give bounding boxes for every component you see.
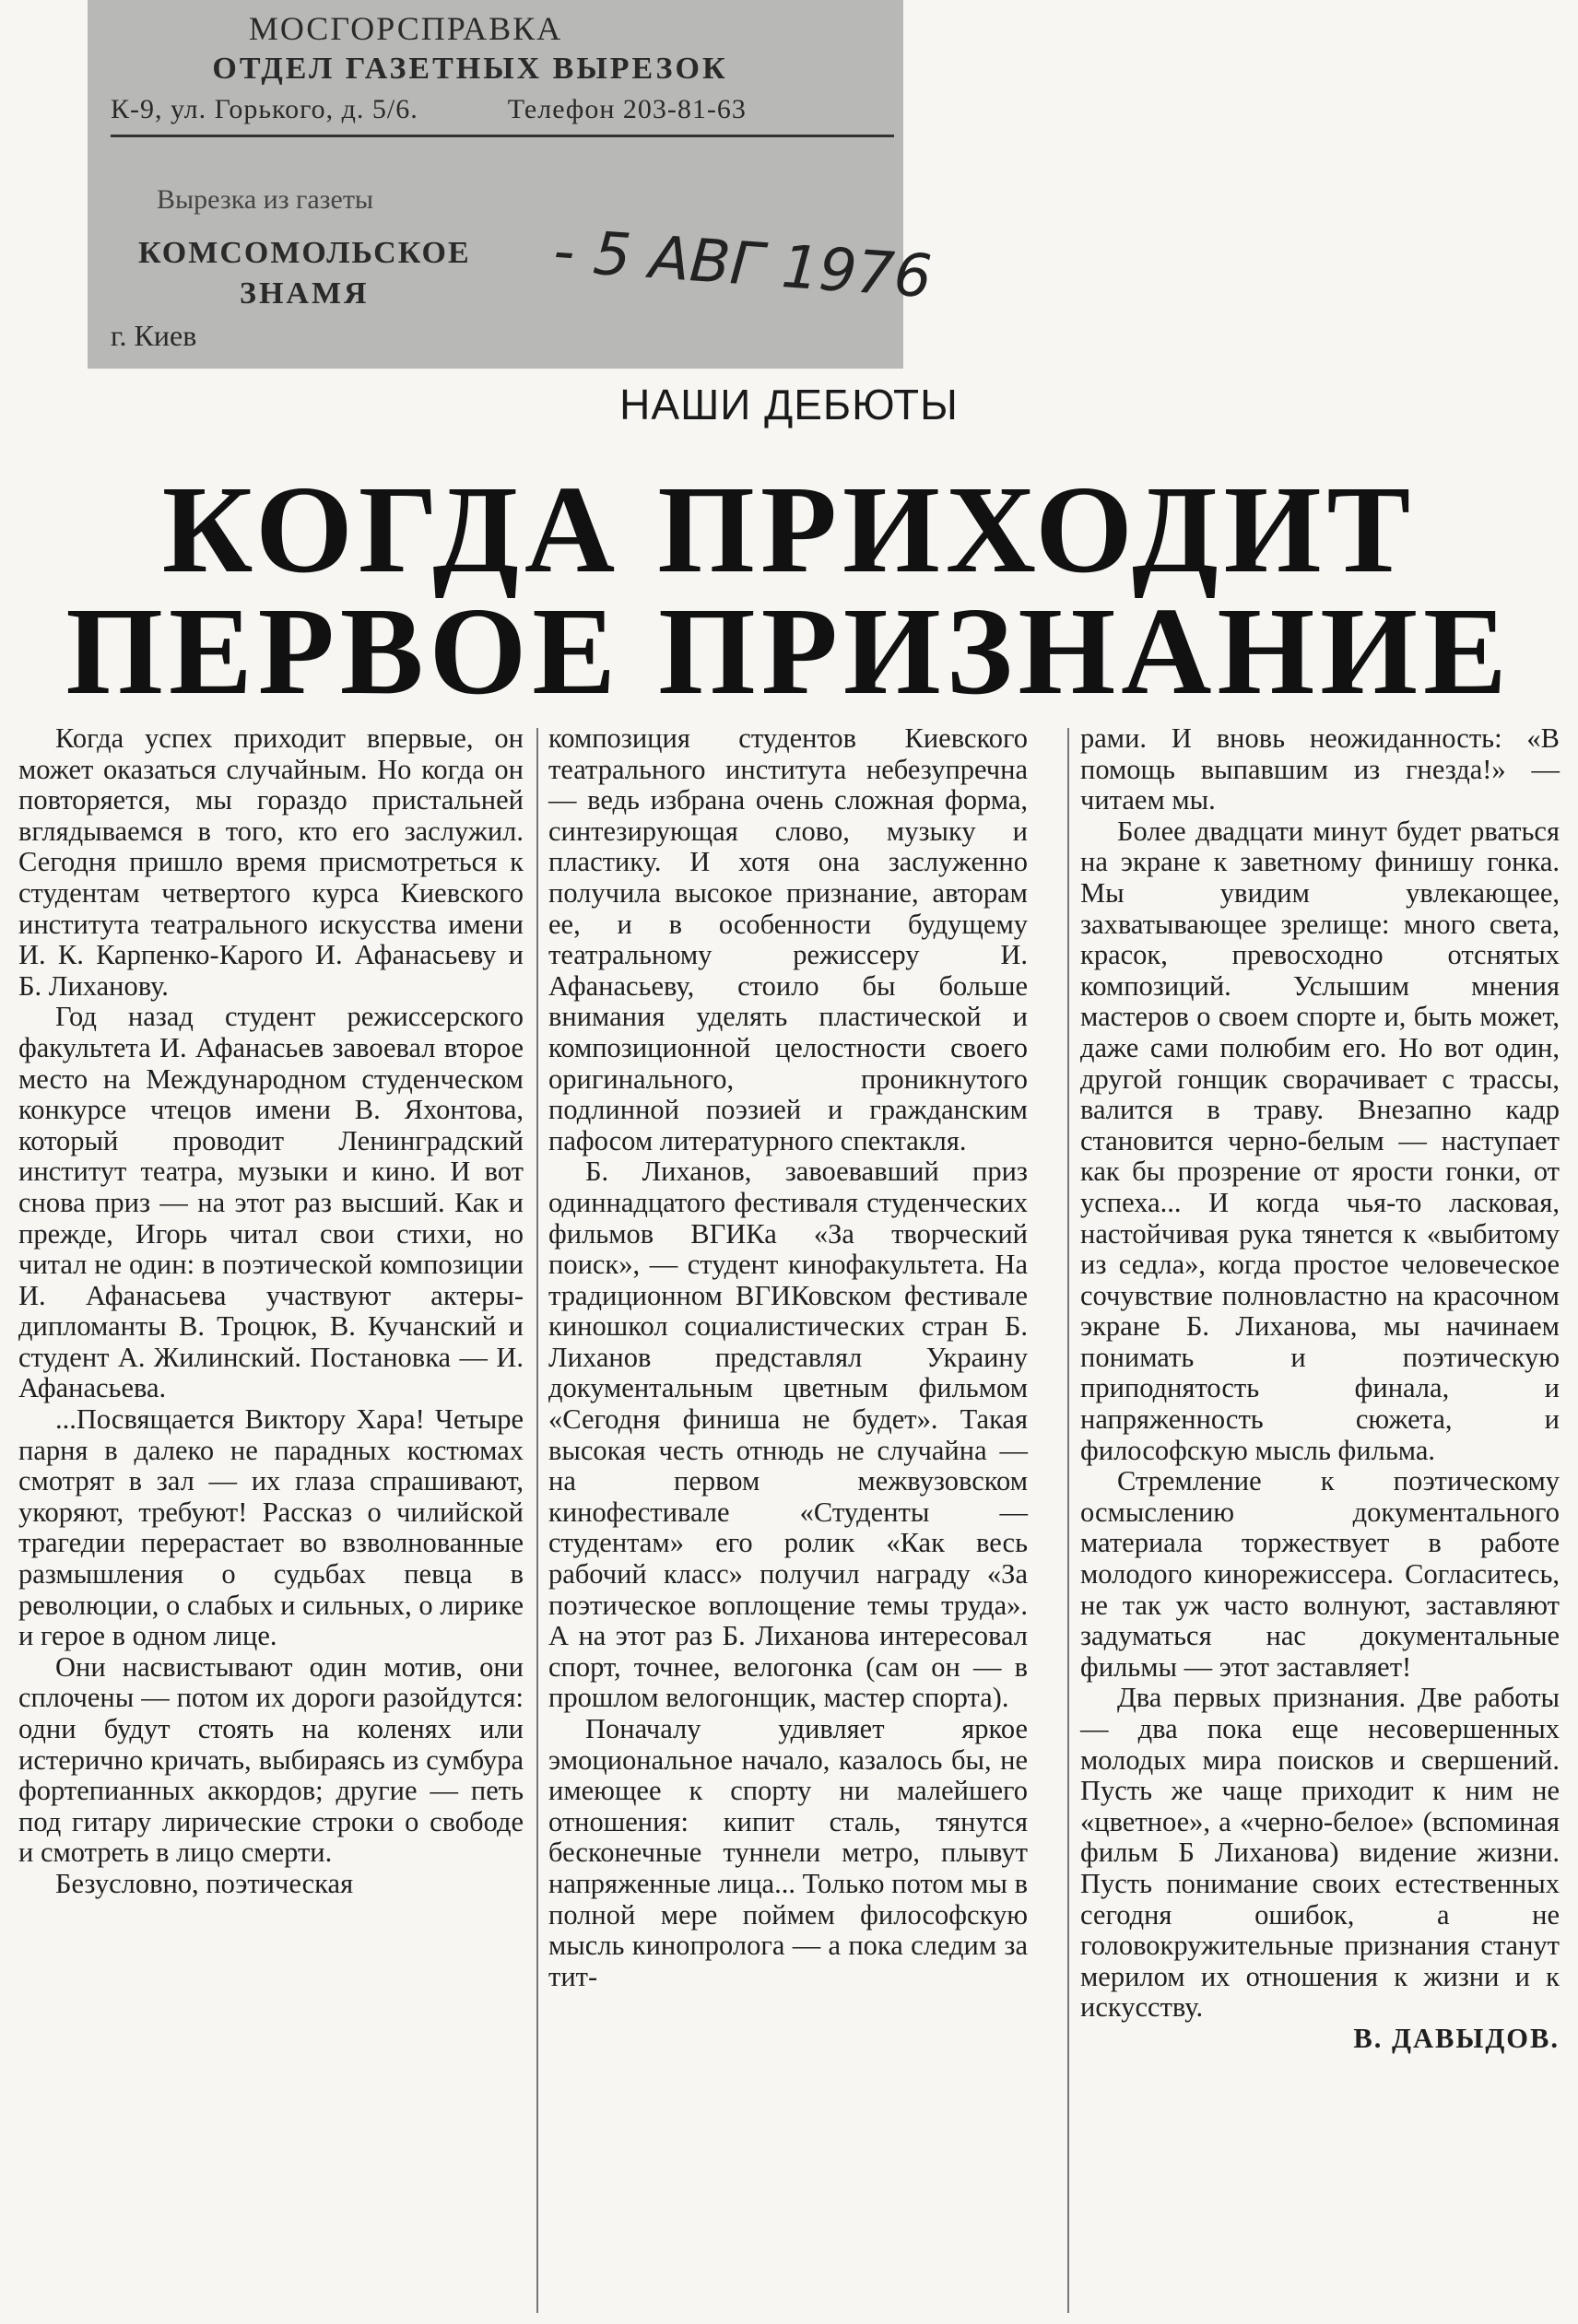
paragraph: ...Посвящается Виктору Хара! Четыре парня в далеко не парадных костюмах смотрят в зал — их глаза спрашивают, укоряют, требуют! Рассказ о чилийской трагедии перерастает во взволнованные размышления о судьбах певца в революции, о слабых и сильных, о лирике и герое в одном лице. [18,1403,524,1652]
paragraph: Они насвистывают один мотив, они сплочены — потом их дороги разойдутся: одни будут стоять на коленях или истерично кричать, выбираясь из сумбура фортепианных аккордов; другие — петь под гитару лирические строки о свободе и смотреть в лицо смерти. [18,1650,524,1869]
column-divider [1067,728,1069,2313]
column-1 [18,723,524,1900]
date-stamp: - 5 АВГ 1976 [550,217,935,312]
address: К-9, ул. Горького, д. 5/6. [111,94,418,124]
headline-line2: ПЕРВОЕ ПРИЗНАНИЕ [65,582,1513,721]
paragraph: композиция студентов Киевского театрального института небезупречна — ведь избрана очень сложная форма, синтезирующая слово, музыку и пластику. И хотя она заслуженно получила высокое признание, авторам ее, и в особенности будущему театральному режиссеру И. Афанасьеву, стоило бы больше внимания уделять пластической и композиционной целостности своего оригинального, проникнутого подлинной поэзией и гражданским пафосом литературного спектакля. [548,722,1028,1156]
source-caption: Вырезка из газеты [157,184,374,215]
newspaper-name-line2: ЗНАМЯ [240,276,370,311]
paragraph: рами. И вновь неожиданность: «В помощь выпавшим из гнезда!» — читаем мы. [1080,722,1560,816]
city: г. Киев [111,319,197,352]
headline-line1: КОГДА ПРИХОДИТ [161,461,1417,599]
column-3 [1080,723,1560,2055]
paragraph: Безусловно, поэтическая [55,1867,354,1899]
paragraph: Год назад студент режиссерского факультета И. Афанасьев завоевал второе место на Международном студенческом конкурсе чтецов имени В. Яхонтова, который проводит Ленинградский институт театра, музыки и кино. И вот снова приз — на этот раз высший. Как и прежде, Игорь читал свои стихи, но читал не один: в поэтической композиции И. Афанасьева участвуют актеры-дипломанты В. Троцюк, В. Кучанский и студент А. Жилинский. Постановка — И. Афанасьева. [18,1001,524,1404]
newspaper-name-line1: КОМСОМОЛЬСКОЕ [138,236,471,270]
paragraph: Поначалу удивляет яркое эмоциональное начало, казалось бы, не имеющее к спорту ни малейшего отношения: кипит сталь, тянутся бесконечные туннели метро, плывут напряженные лица... Только потом мы в полной мере поймем философскую мысль кинопролога — а пока следим за тит- [548,1713,1028,1992]
paragraph: Два первых признания. Две работы — два пока еще несовершенных молодых мира поисков и свершений. Пусть же чаще приходит к ним не «цветное», а «черно-белое» (вспоминая фильм Б Лиханова) видение жизни. Пусть понимание своих естественных сегодня ошибок, а не головокружительные признания станут мерилом их отношения к жизни и к искусству. [1080,1682,1560,2024]
paragraph: Б. Лиханов, завоевавший приз одиннадцатого фестиваля студенческих фильмов ВГИКа «За творческий поиск», — студент кинофакультета. На традиционном ВГИКовском фестивале киношкол социалистических стран Б. Лиханов представлял Украину документальным цветным фильмом «Сегодня финиша не будет». Такая высокая честь отнюдь не случайна — на первом межвузовском кинофестивале «Студенты — студентам» его ролик «Как весь рабочий класс» получил награду «За поэтическое воплощение темы труда». А на этот раз Б. Лиханова интересовал спорт, точнее, велогонка (сам он — в прошлом велогонщик, мастер спорта). [548,1156,1028,1714]
phone: Телефон 203-81-63 [507,94,747,124]
paragraph: Более двадцати минут будет рваться на экране к заветному финишу гонка. Мы увидим увлекающее, захватывающее зрелище: много света, красок, превосходно отснятых композиций. Услышим мнения мастеров о своем спорте и, быть может, даже сами полюбим его. Но вот один, другой гонщик сворачивает с трассы, валится в траву. Внезапно кадр становится черно-белым — наступает как бы прозрение от ярости гонки, от успеха... И когда чья-то ласковая, настойчивая рука тянется к «выбитому из седла», когда простое человеческое сочувствие полновластно на красочном экране Б. Лиханова, мы начинаем понимать и поэтическую приподнятость финала, и напряженность сюжета, и философскую мысль фильма. [1080,815,1560,1466]
rubric: НАШИ ДЕБЮТЫ [619,381,959,428]
dept-name: ОТДЕЛ ГАЗЕТНЫХ ВЫРЕЗОК [212,52,728,86]
paragraph: Стремление к поэтическому осмыслению документального материала торжествует в работе молодого кинорежиссера. Согласитесь, не так уж часто волнуют, заставляют задуматься нас документальные фильмы — этот заставляет! [1080,1465,1560,1683]
author-signature: В. ДАВЫДОВ. [1353,2022,1560,2054]
org-name: МОСГОРСПРАВКА [248,10,563,47]
column-divider [536,728,538,2313]
column-2 [548,723,1028,1992]
label-divider [111,135,894,137]
paragraph: Когда успех приходит впервые, он может оказаться случайным. Но когда он повторяется, мы гораздо пристальней вглядываемся в того, кто его заслужил. Сегодня пришло время присмотреться к студентам четвертого курса Киевского института театрального искусства имени И. К. Карпенко-Карого И. Афанасьеву и Б. Лиханову. [18,722,524,1002]
address-line [111,94,903,125]
